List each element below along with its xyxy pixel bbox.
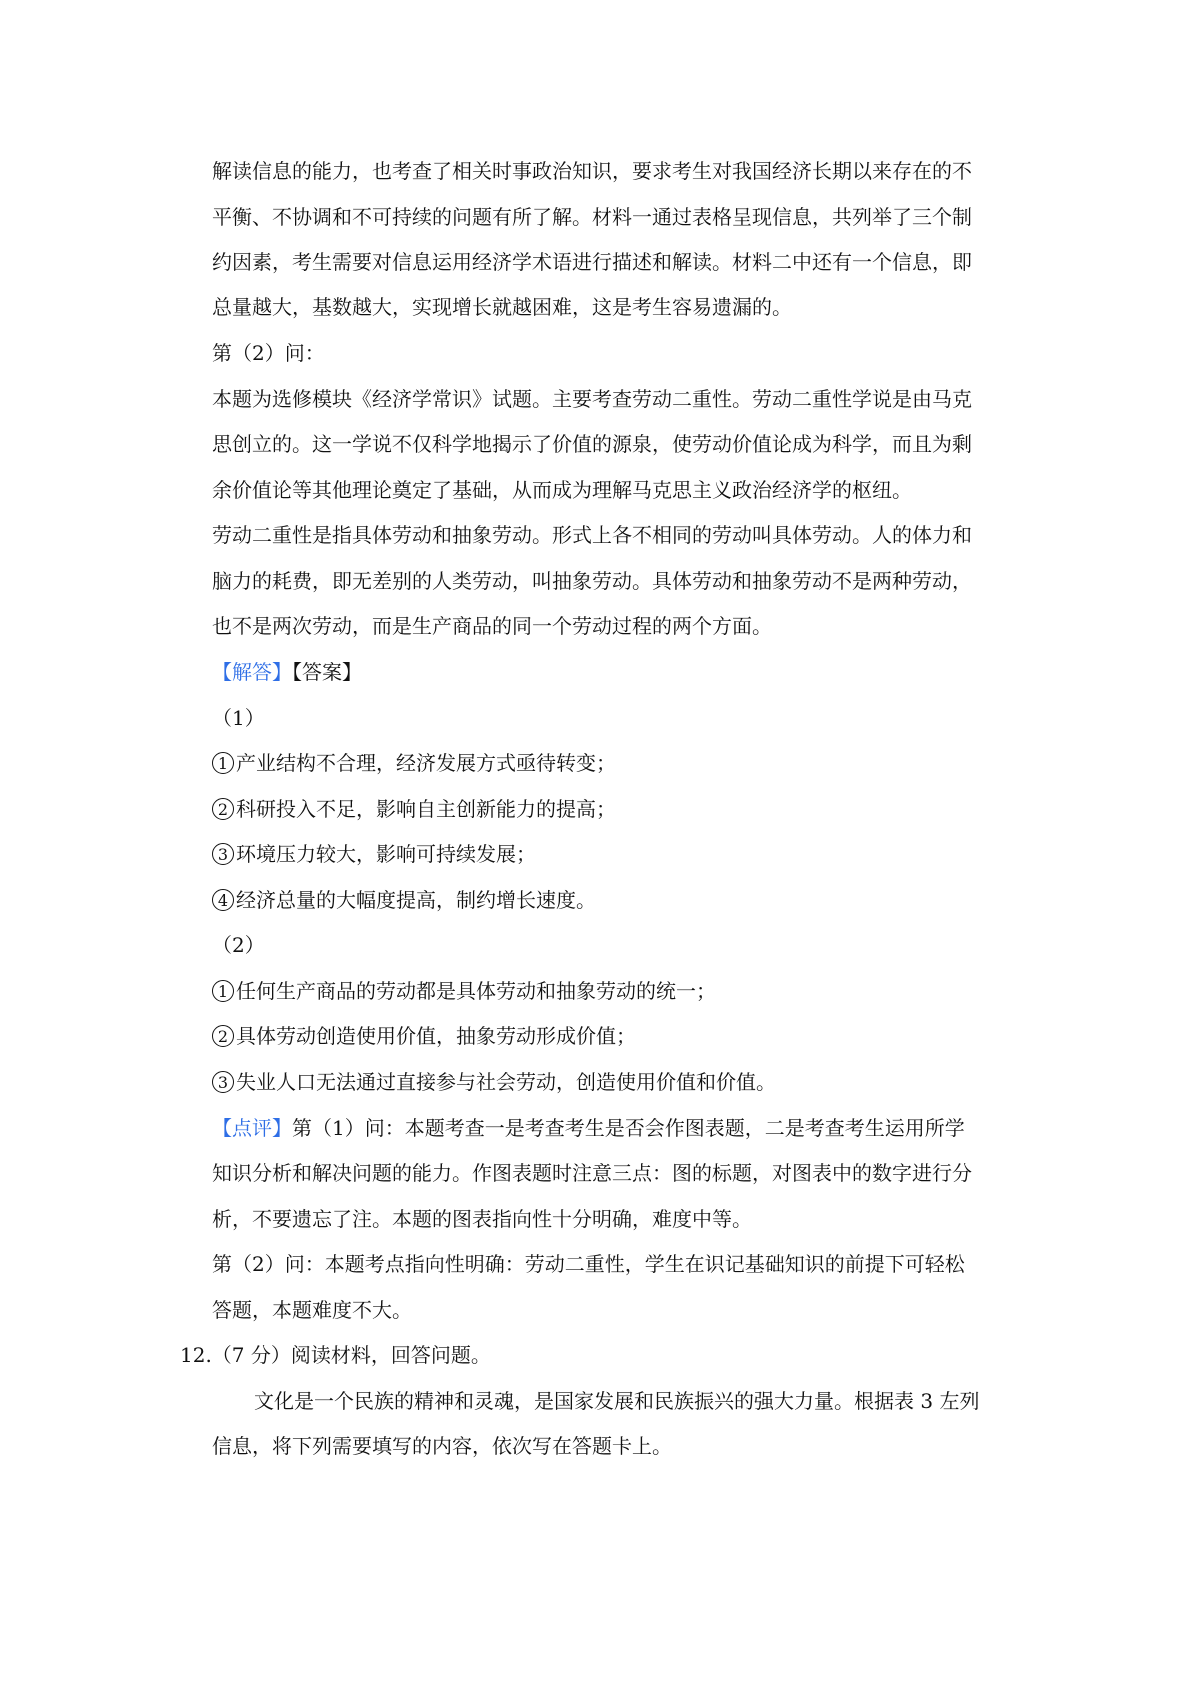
review-tag: 【点评】 bbox=[212, 1116, 292, 1140]
answer-item-text: 任何生产商品的劳动都是具体劳动和抽象劳动的统一； bbox=[236, 979, 716, 1003]
review-line: 知识分析和解决问题的能力。作图表题时注意三点：图的标题，对图表中的数字进行分 bbox=[212, 1161, 972, 1185]
circled-number: 2 bbox=[212, 1025, 234, 1047]
analysis-line: 脑力的耗费，即无差别的人类劳动，叫抽象劳动。具体劳动和抽象劳动不是两种劳动， bbox=[212, 569, 972, 593]
circled-number: 3 bbox=[212, 1071, 234, 1093]
analysis-line: 也不是两次劳动，而是生产商品的同一个劳动过程的两个方面。 bbox=[212, 614, 772, 638]
circled-number: 4 bbox=[212, 889, 234, 911]
analysis-line: 本题为选修模块《经济学常识》试题。主要考查劳动二重性。劳动二重性学说是由马克 bbox=[212, 387, 972, 411]
answer-part1-item bbox=[212, 885, 1032, 915]
answer-item-text: 科研投入不足，影响自主创新能力的提高； bbox=[236, 797, 616, 821]
answer-item-text: 具体劳动创造使用价值，抽象劳动形成价值； bbox=[236, 1024, 636, 1048]
circled-number: 1 bbox=[212, 752, 234, 774]
answer-part1-label: （1） bbox=[212, 706, 265, 730]
question-12-line: 信息，将下列需要填写的内容，依次写在答题卡上。 bbox=[212, 1434, 672, 1458]
analysis-line: 约因素，考生需要对信息运用经济学术语进行描述和解读。材料二中还有一个信息，即 bbox=[212, 250, 972, 274]
answer-part1-item bbox=[212, 748, 1032, 778]
answer-heading bbox=[212, 657, 1032, 687]
analysis-line: 余价值论等其他理论奠定了基础，从而成为理解马克思主义政治经济学的枢纽。 bbox=[212, 478, 912, 502]
answer-item-text: 产业结构不合理，经济发展方式亟待转变； bbox=[236, 751, 616, 775]
review-line: 析，不要遗忘了注。本题的图表指向性十分明确，难度中等。 bbox=[212, 1207, 752, 1231]
answer-label: 【答案】 bbox=[292, 660, 362, 684]
answer-item-text: 经济总量的大幅度提高，制约增长速度。 bbox=[236, 888, 596, 912]
answer-tag: 【解答】 bbox=[212, 660, 292, 684]
question-12-line: 文化是一个民族的精神和灵魂，是国家发展和民族振兴的强大力量。根据表 3 左列 bbox=[254, 1389, 980, 1413]
circled-number: 1 bbox=[212, 980, 234, 1002]
analysis-line: 劳动二重性是指具体劳动和抽象劳动。形式上各不相同的劳动叫具体劳动。人的体力和 bbox=[212, 523, 972, 547]
answer-part1-item bbox=[212, 794, 1032, 824]
answer-part2-label: （2） bbox=[212, 933, 265, 957]
review-line: 答题，本题难度不大。 bbox=[212, 1298, 412, 1322]
circled-number: 3 bbox=[212, 843, 234, 865]
analysis-line: 总量越大，基数越大，实现增长就越困难，这是考生容易遗漏的。 bbox=[212, 295, 792, 319]
analysis-line: 平衡、不协调和不可持续的问题有所了解。材料一通过表格呈现信息，共列举了三个制 bbox=[212, 205, 972, 229]
answer-item-text: 环境压力较大，影响可持续发展； bbox=[236, 842, 536, 866]
review-text: 第（1）问：本题考查一是考查考生是否会作图表题，二是考查考生运用所学 bbox=[292, 1116, 965, 1140]
answer-part2-item bbox=[212, 1067, 1032, 1097]
answer-part2-item bbox=[212, 1021, 1032, 1051]
review-line: 第（2）问：本题考点指向性明确：劳动二重性，学生在识记基础知识的前提下可轻松 bbox=[212, 1252, 965, 1276]
analysis-line: 解读信息的能力，也考查了相关时事政治知识，要求考生对我国经济长期以来存在的不 bbox=[212, 159, 972, 183]
answer-item-text: 失业人口无法通过直接参与社会劳动，创造使用价值和价值。 bbox=[236, 1070, 776, 1094]
answer-part1-item bbox=[212, 839, 1032, 869]
analysis-subheading: 第（2）问： bbox=[212, 341, 325, 365]
answer-part2-item bbox=[212, 976, 1032, 1006]
question-12-header: 12.（7 分）阅读材料，回答问题。 bbox=[180, 1343, 491, 1367]
review-line bbox=[212, 1113, 1032, 1143]
analysis-line: 思创立的。这一学说不仅科学地揭示了价值的源泉，使劳动价值论成为科学，而且为剩 bbox=[212, 432, 972, 456]
circled-number: 2 bbox=[212, 798, 234, 820]
